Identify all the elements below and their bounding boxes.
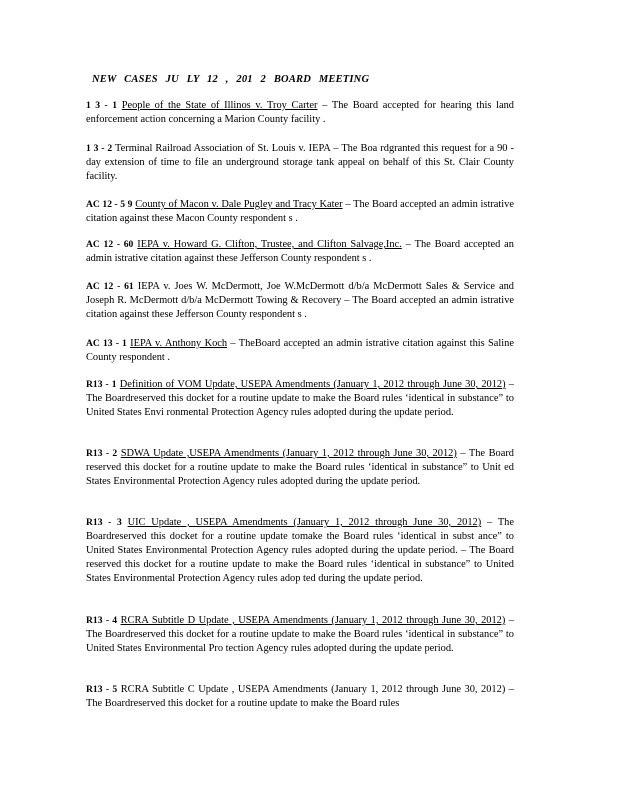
case-number: R13 - 5: [86, 684, 118, 695]
case-entry: [86, 337, 514, 365]
case-entry: [86, 99, 514, 127]
case-entry: [86, 280, 514, 322]
case-entry: [86, 516, 514, 586]
case-caption: IEPA v. Anthony Koch: [130, 338, 228, 349]
case-caption: Definition of VOM Update, USEPA Amendments (January 1, 2012 through June 30, 2012): [119, 379, 506, 390]
case-number: R13 - 2: [86, 448, 118, 459]
case-entry: [86, 198, 514, 226]
case-text: – The Boardreserved this docket for a routine update to make the Board rules ‘identical in substance” to United States Environmental Pro tection Agency rules adopted during the update period.: [86, 615, 515, 654]
case-text: – The Board accepted for hearing this land enforcement action concerning a Marion County facility .: [86, 100, 514, 125]
page-title: NEW CASES JU LY 12 , 201 2 BOARD MEETING: [92, 74, 370, 85]
case-text: – TheBoard accepted an admin istrative citation against this Saline County respondent .: [86, 338, 514, 363]
case-entry: [86, 683, 514, 711]
case-entry: [86, 378, 514, 420]
case-entry: [86, 142, 514, 184]
case-number: AC 12 - 61: [86, 281, 134, 292]
case-text: Terminal Railroad Association of St. Louis v. IEPA – The Boa rdgranted this request for a 90 - day extension of time to file an underground storage tank appeal on behalf of this St. Clair County facility.: [86, 143, 514, 182]
case-number: 1 3 - 2: [86, 143, 113, 154]
case-text: – The Boardreserved this docket for a routine update to make the Board rules ‘identical in substance” to United States Envi ronmental Protection Agency rules adopted during the update period.: [86, 379, 514, 418]
case-text: – The Board accepted an admin istrative citation against these Macon County respondent s .: [86, 199, 514, 224]
case-caption: County of Macon v. Dale Pugley and Tracy Kater: [135, 199, 343, 210]
case-number: AC 12 - 60: [86, 239, 134, 250]
case-text: RCRA Subtitle C Update , USEPA Amendments (January 1, 2012 through June 30, 2012) – The Boardreserved this docket for a routine update to make the Board rules: [86, 684, 514, 709]
case-number: R13 - 4: [86, 615, 118, 626]
case-caption: IEPA v. Howard G. Clifton, Trustee, and Clifton Salvage,Inc.: [137, 239, 402, 250]
case-entry: [86, 614, 514, 656]
case-number: 1 3 - 1: [86, 100, 118, 111]
case-number: R13 - 3: [86, 517, 122, 528]
case-caption: RCRA Subtitle D Update , USEPA Amendments (January 1, 2012 through June 30, 2012): [120, 615, 506, 626]
case-entry: [86, 238, 514, 266]
case-caption: People of the State of Illinos v. Troy Carter: [121, 100, 318, 111]
case-number: R13 - 1: [86, 379, 117, 390]
case-caption: SDWA Update ,USEPA Amendments (January 1, 2012 through June 30, 2012): [120, 448, 457, 459]
case-text: – The Board accepted an admin istrative citation against these Jefferson County respondent s .: [86, 239, 514, 264]
case-entry: [86, 447, 514, 489]
case-text: – The Boardreserved this docket for a routine update tomake the Board rules ‘identical in subst ance” to United States Environmental Protection Agency rules adopted during the update period. – The Board reserved this docket for a routine update to make the Board rules ‘identical in substance” to United States Environmental Protection Agency rules adop ted during the update period.: [86, 517, 514, 584]
case-number: AC 12 - 5 9: [86, 199, 133, 210]
case-text: IEPA v. Joes W. McDermott, Joe W.McDermott d/b/a McDermott Sales & Service and Joseph R. McDermott d/b/a McDermott Towing & Recovery – The Board accepted an admin istrative citation against these Jefferson County respondent s .: [86, 281, 514, 320]
case-number: AC 13 - 1: [86, 338, 127, 349]
case-text: – The Board reserved this docket for a routine update to make the Board rules ‘identical in substance” to Unit ed States Environmental Protection Agency rules adopted during the update period.: [86, 448, 514, 487]
case-caption: UIC Update , USEPA Amendments (January 1, 2012 through June 30, 2012): [127, 517, 482, 528]
